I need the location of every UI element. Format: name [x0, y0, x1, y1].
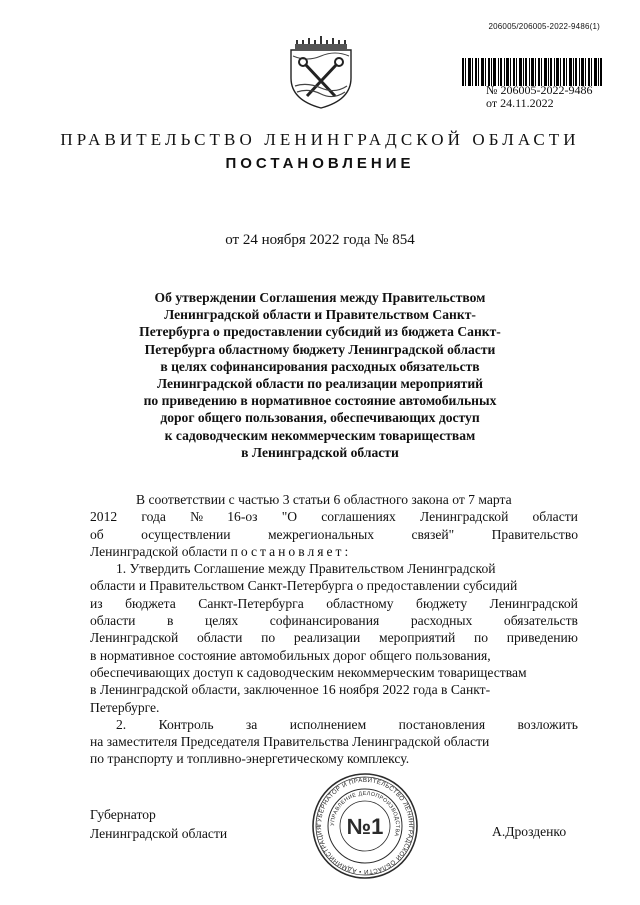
word: возложить: [517, 716, 578, 732]
title-line: Петербурга областному бюджету Ленинградской области: [144, 341, 496, 357]
body-line: [90, 629, 578, 646]
word: года: [141, 509, 166, 525]
word: связей": [411, 526, 455, 542]
document-title: [110, 289, 530, 461]
body-text: Ленинградской области: [90, 543, 228, 559]
word: осуществлении: [141, 526, 231, 542]
position-line: Ленинградской области: [90, 826, 228, 841]
title-line: по приведению в нормативное состояние автомобильных: [143, 393, 497, 409]
decree-word: постановляет:: [230, 543, 352, 559]
word: области: [90, 613, 136, 629]
word: Ленинградской: [420, 509, 509, 525]
word: по: [261, 630, 276, 646]
body-line: [90, 560, 578, 577]
body-line: [90, 508, 578, 525]
body-text: в нормативное состояние автомобильных дорог общего пользования,: [90, 647, 491, 663]
word: области: [532, 509, 578, 525]
registration-block: [486, 84, 592, 110]
word: Контроль: [158, 716, 214, 732]
word: Ленинградской: [489, 595, 578, 611]
word: постановления: [398, 716, 486, 732]
title-line: Петербурга о предоставлении субсидий из бюджета Санкт-: [139, 324, 501, 340]
body-text: по транспорту и топливно-энергетическому комплексу.: [90, 751, 410, 767]
body-text: В соответствии с частью 3 статьи 6 областного закона от 7 марта: [136, 492, 512, 507]
title-line: в целях софинансирования расходных обязательств: [160, 358, 480, 374]
word: "О: [281, 509, 298, 525]
word: соглашениях: [321, 509, 396, 525]
word: Правительство: [491, 526, 578, 542]
word: в: [167, 613, 174, 629]
body-line: [90, 750, 578, 767]
body-line: [90, 699, 578, 716]
stamp-number: №1: [346, 814, 384, 839]
word: Санкт-Петербурга: [198, 595, 304, 611]
barcode: [462, 58, 602, 86]
word: из: [90, 595, 103, 611]
body-line: [90, 681, 578, 698]
document-body: [90, 491, 578, 768]
body-text: Петербурге.: [90, 699, 160, 715]
word: области: [197, 630, 243, 646]
body-line: [90, 733, 578, 750]
word: исполнением: [289, 716, 367, 732]
body-text: в Ленинградской области, заключенное 16 ноября 2022 года в Санкт-: [90, 682, 491, 698]
body-line: [90, 543, 578, 560]
title-line: к садоводческим некоммерческим товариществам: [164, 427, 476, 443]
title-line: в Ленинградской области: [241, 444, 399, 460]
body-text: на заместителя Председателя Правительства Ленинградской области: [90, 734, 490, 750]
word: реализации: [293, 630, 361, 646]
word: областному: [326, 595, 394, 611]
position-line: Губернатор: [90, 807, 156, 822]
word: софинансирования: [269, 613, 380, 629]
body-line: [90, 526, 578, 543]
word: 16-оз: [227, 509, 258, 525]
signatory-position: [90, 805, 227, 843]
body-line: [90, 577, 578, 594]
word: за: [245, 716, 258, 732]
word: целях: [205, 613, 239, 629]
body-text: обеспечивающих доступ к садоводческим некоммерческим товариществам: [90, 664, 527, 680]
coat-of-arms-emblem: [287, 34, 355, 110]
stamp-inner-text: УПРАВЛЕНИЕ ДЕЛОПРОИЗВОДСТВА: [329, 790, 401, 838]
word: №: [190, 509, 204, 525]
title-line: Ленинградской области и Правительством Санкт-: [164, 307, 476, 323]
word: приведению: [506, 630, 578, 646]
body-line: [90, 664, 578, 681]
body-line: [90, 612, 578, 629]
official-stamp: [311, 772, 419, 880]
word: 2.: [116, 716, 127, 732]
word: бюджета: [125, 595, 176, 611]
document-date-number: от 24 ноября 2022 года № 854: [225, 232, 415, 248]
body-text: области и Правительством Санкт-Петербурга о предоставлении субсидий: [90, 578, 518, 594]
stamp-ring-text: ГУБЕРНАТОР И ПРАВИТЕЛЬСТВО ЛЕНИНГРАДСКОЙ ОБЛАСТИ • АДМИНИСТРАЦИЯ: [315, 776, 415, 876]
title-line: дорог общего пользования, обеспечивающих доступ: [160, 410, 480, 426]
word: бюджету: [416, 595, 468, 611]
signatory-name: А.Дрозденко: [492, 824, 567, 839]
word: мероприятий: [378, 630, 456, 646]
word: расходных: [410, 613, 473, 629]
title-line: Ленинградской области по реализации мероприятий: [156, 376, 484, 392]
body-line: [90, 647, 578, 664]
word: об: [90, 526, 104, 542]
registration-number: № 206005-2022-9486: [486, 83, 593, 97]
word: межрегиональных: [267, 526, 375, 542]
word: Ленинградской: [90, 630, 179, 646]
word: по: [473, 630, 489, 646]
body-text: 1. Утвердить Соглашение между Правительством Ленинградской: [116, 561, 496, 577]
word: обязательств: [503, 613, 578, 629]
body-line: [90, 595, 578, 612]
government-name: ПРАВИТЕЛЬСТВО ЛЕНИНГРАДСКОЙ ОБЛАСТИ: [60, 130, 580, 149]
registration-date: от 24.11.2022: [486, 96, 554, 110]
body-line: [90, 491, 578, 508]
document-id-header: 206005/206005-2022-9486(1): [488, 22, 600, 31]
body-line: [90, 716, 578, 733]
word: 2012: [90, 509, 118, 525]
document-type: ПОСТАНОВЛЕНИЕ: [225, 155, 415, 172]
title-line: Об утверждении Соглашения между Правительством: [154, 290, 486, 305]
